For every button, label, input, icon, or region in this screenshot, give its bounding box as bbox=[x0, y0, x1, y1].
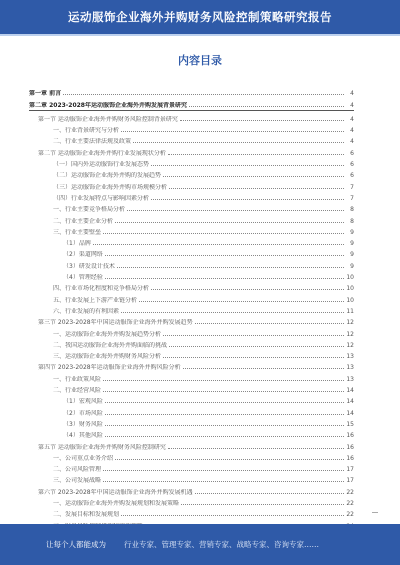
toc-entry-page: 11 bbox=[346, 307, 354, 315]
toc-entry-page: 14 bbox=[346, 409, 354, 417]
toc-leader-dots bbox=[151, 165, 344, 166]
toc-entry-page: 9 bbox=[350, 251, 354, 259]
toc-leader-dots bbox=[93, 244, 344, 245]
toc-entry-page: 9 bbox=[350, 240, 354, 248]
toc-entry[interactable] bbox=[29, 371, 354, 382]
toc-entry-label: （2）市场风险 bbox=[63, 409, 103, 417]
toc-entry-page: 22 bbox=[346, 488, 354, 496]
toc-entry-label: 二、公司风险管理 bbox=[53, 466, 102, 474]
toc-leader-dots bbox=[115, 459, 344, 460]
toc-entry[interactable] bbox=[29, 112, 354, 123]
footer-slogan: 让每个人都能成为 bbox=[46, 540, 106, 549]
toc-entry-page: 14 bbox=[346, 398, 354, 406]
toc-entry[interactable] bbox=[29, 202, 354, 213]
toc-entry[interactable] bbox=[29, 451, 354, 462]
toc-leader-dots bbox=[151, 289, 344, 290]
toc-entry-label: （3）财务风险 bbox=[63, 420, 103, 428]
toc-leader-dots bbox=[169, 188, 344, 189]
toc-leader-dots bbox=[103, 391, 344, 392]
toc-entry-label: （1）品牌 bbox=[63, 240, 91, 248]
toc-entry-page: 13 bbox=[346, 353, 354, 361]
toc-entry[interactable] bbox=[29, 326, 354, 337]
toc-entry[interactable] bbox=[29, 360, 354, 371]
toc-entry-label: 五、行业发展上下游产业链分析 bbox=[53, 296, 138, 304]
toc-entry-page: 8 bbox=[350, 217, 354, 225]
toc-entry[interactable] bbox=[29, 134, 354, 145]
toc-entry-label: 一、行业背景研究与分析 bbox=[53, 127, 120, 135]
toc-leader-dots bbox=[63, 94, 344, 95]
toc-entry-page: 12 bbox=[346, 319, 354, 327]
toc-leader-dots bbox=[105, 425, 344, 426]
toc-entry[interactable] bbox=[29, 270, 354, 281]
toc-entry-page: 6 bbox=[350, 149, 354, 157]
toc-leader-dots bbox=[105, 255, 344, 256]
toc-entry-label: 一、公司重点业务介绍 bbox=[53, 454, 114, 462]
toc-entry-page: 6 bbox=[350, 161, 354, 169]
toc-entry-label: 第二章 2023-2028年运动服饰企业海外并购发展背景研究 bbox=[29, 101, 187, 109]
toc-entry-label: 第一章 前言 bbox=[29, 90, 62, 98]
toc-entry[interactable] bbox=[29, 281, 354, 292]
toc-entry-page: 16 bbox=[346, 443, 354, 451]
toc-entry-page: 4 bbox=[350, 90, 354, 98]
toc-entry-label: （一）国内外运动服饰行业发展态势 bbox=[53, 161, 150, 169]
toc-entry[interactable] bbox=[29, 258, 354, 269]
toc-entry-page: 17 bbox=[346, 477, 354, 485]
toc-entry-label: 三、公司发展战略 bbox=[53, 477, 102, 485]
page-footer bbox=[0, 524, 400, 565]
toc-entry[interactable] bbox=[29, 292, 354, 303]
toc-divider bbox=[29, 110, 354, 111]
toc-entry-page: 4 bbox=[350, 138, 354, 146]
toc-entry-page: 8 bbox=[350, 206, 354, 214]
toc-leader-dots bbox=[183, 368, 344, 369]
toc-entry[interactable] bbox=[29, 236, 354, 247]
toc-entry[interactable] bbox=[29, 383, 354, 394]
toc-entry-page: 9 bbox=[350, 228, 354, 236]
toc-leader-dots bbox=[139, 301, 344, 302]
toc-entry[interactable] bbox=[29, 439, 354, 450]
toc-entry-page: 9 bbox=[350, 262, 354, 270]
toc-entry[interactable] bbox=[29, 123, 354, 134]
toc-entry[interactable] bbox=[29, 97, 354, 108]
toc-entry-page: 17 bbox=[346, 466, 354, 474]
toc-entry[interactable] bbox=[29, 191, 354, 202]
toc-entry-label: （二）运动服饰企业海外并购的发展趋势 bbox=[53, 172, 162, 180]
toc-entry-label: （三）运动服饰企业海外并购市场规模分析 bbox=[53, 183, 168, 191]
footer-roles: 行业专家、管理专家、营销专家、战略专家、咨询专家…… bbox=[124, 540, 319, 549]
toc-leader-dots bbox=[105, 414, 344, 415]
toc-leader-dots bbox=[127, 210, 344, 211]
toc-entry-page: 14 bbox=[346, 387, 354, 395]
toc-entry-label: 三、运动服饰企业海外并购财务风险分析 bbox=[53, 353, 162, 361]
toc-leader-dots bbox=[189, 106, 344, 107]
toc-leader-dots bbox=[103, 380, 344, 381]
toc-entry-label: 第五节 运动服饰企业海外并购财务风险控制研究 bbox=[38, 443, 166, 451]
toc-entry-page: 22 bbox=[346, 511, 354, 519]
toc-entry-page: 16 bbox=[346, 454, 354, 462]
toc-entry-label: 六、行业发展的有利因素 bbox=[53, 307, 120, 315]
toc-entry-page: 16 bbox=[346, 432, 354, 440]
toc-entry-label: 第六节 2023-2028年中国运动服饰企业海外并购发展机遇 bbox=[38, 488, 193, 496]
toc-entry-label: 二、发展目标和发展规划 bbox=[53, 511, 120, 519]
toc-entry-label: （四）行业发展特点与影响因素分析 bbox=[53, 194, 150, 202]
toc-entry[interactable] bbox=[29, 428, 354, 439]
toc-leader-dots bbox=[163, 335, 344, 336]
toc-entry-page: 10 bbox=[346, 274, 354, 282]
toc-leader-dots bbox=[105, 436, 344, 437]
toc-entry-label: 第一节 运动服饰企业海外并购财务风险控制背景研究 bbox=[38, 115, 178, 123]
toc-entry-label: 一、运动服饰企业海外并购发展规划和发展策略 bbox=[53, 499, 180, 507]
toc-entry-page: 4 bbox=[350, 101, 354, 109]
toc-leader-dots bbox=[181, 504, 344, 505]
toc-entry-page: 12 bbox=[346, 341, 354, 349]
toc-leader-dots bbox=[115, 222, 344, 223]
page-mark bbox=[372, 512, 378, 513]
toc-entry-page: 10 bbox=[346, 285, 354, 293]
toc-leader-dots bbox=[121, 131, 344, 132]
toc-entry[interactable] bbox=[29, 405, 354, 416]
toc-entry[interactable] bbox=[29, 417, 354, 428]
toc-leader-dots bbox=[195, 323, 344, 324]
toc-leader-dots bbox=[133, 142, 344, 143]
toc-entry[interactable] bbox=[29, 213, 354, 224]
toc-entry-label: （2）渠道网络 bbox=[63, 251, 103, 259]
toc-leader-dots bbox=[103, 481, 344, 482]
toc-entry-label: 二、行业主要法律法规及政策 bbox=[53, 138, 132, 146]
toc-leader-dots bbox=[180, 120, 344, 121]
toc-leader-dots bbox=[121, 515, 344, 516]
toc-entry-page: 4 bbox=[350, 127, 354, 135]
toc-entry-label: （4）其他风险 bbox=[63, 432, 103, 440]
toc-leader-dots bbox=[168, 448, 344, 449]
toc-entry[interactable] bbox=[29, 247, 354, 258]
toc-entry-page: 7 bbox=[350, 194, 354, 202]
toc-entry[interactable] bbox=[29, 394, 354, 405]
toc-entry-page: 7 bbox=[350, 183, 354, 191]
report-header bbox=[0, 0, 400, 34]
toc-entry-label: 一、行业主要竞争格局分析 bbox=[53, 206, 126, 214]
toc-leader-dots bbox=[121, 312, 344, 313]
toc-leader-dots bbox=[105, 402, 344, 403]
toc-entry[interactable] bbox=[29, 338, 354, 349]
toc-entry-label: 第四节 2023-2028年运动服饰企业海外并购风险分析 bbox=[38, 364, 181, 372]
toc-entry[interactable] bbox=[29, 225, 354, 236]
toc-leader-dots bbox=[195, 493, 344, 494]
toc-entry[interactable] bbox=[29, 304, 354, 315]
toc-leader-dots bbox=[105, 278, 344, 279]
toc-entry-page: 15 bbox=[346, 420, 354, 428]
toc-entry-page: 22 bbox=[346, 499, 354, 507]
toc-leader-dots bbox=[168, 154, 344, 155]
toc-entry-page: 10 bbox=[346, 296, 354, 304]
toc-entry[interactable] bbox=[29, 473, 354, 484]
toc-entry[interactable] bbox=[29, 86, 354, 97]
toc-leader-dots bbox=[103, 470, 344, 471]
toc-leader-dots bbox=[151, 199, 344, 200]
toc-entry[interactable] bbox=[29, 145, 354, 156]
toc-leader-dots bbox=[117, 267, 344, 268]
toc-entry[interactable] bbox=[29, 157, 354, 168]
table-of-contents bbox=[29, 86, 354, 530]
toc-entry-label: 第二节 运动服饰企业海外并购行业发展现状分析 bbox=[38, 149, 166, 157]
toc-entry-page: 12 bbox=[346, 330, 354, 338]
toc-entry-label: 二、我国运动服饰企业海外并购面临的挑战 bbox=[53, 341, 168, 349]
toc-entry-label: （1）宏观风险 bbox=[63, 398, 103, 406]
toc-entry[interactable] bbox=[29, 462, 354, 473]
toc-entry-page: 4 bbox=[350, 115, 354, 123]
toc-leader-dots bbox=[169, 346, 344, 347]
report-title: 运动服饰企业海外并购财务风险控制策略研究报告 bbox=[68, 10, 332, 24]
toc-entry[interactable] bbox=[29, 496, 354, 507]
toc-entry-page: 13 bbox=[346, 375, 354, 383]
toc-entry[interactable] bbox=[29, 507, 354, 518]
toc-entry-label: 四、行业市场化程度和竞争格局分析 bbox=[53, 285, 150, 293]
toc-entry-label: 二、行业主要企业分析 bbox=[53, 217, 114, 225]
toc-entry[interactable] bbox=[29, 484, 354, 495]
toc-heading: 内容目录 bbox=[178, 54, 222, 67]
toc-leader-dots bbox=[163, 176, 344, 177]
toc-entry-label: 二、行业经营风险 bbox=[53, 387, 102, 395]
toc-leader-dots bbox=[103, 233, 344, 234]
toc-entry-label: 三、行业主要壁垒 bbox=[53, 228, 102, 236]
toc-entry-label: （4）管理经验 bbox=[63, 274, 103, 282]
toc-entry-label: 一、行业政策风险 bbox=[53, 375, 102, 383]
toc-entry[interactable] bbox=[29, 168, 354, 179]
toc-leader-dots bbox=[163, 357, 344, 358]
toc-entry-label: 一、运动服饰企业海外并购发展趋势分析 bbox=[53, 330, 162, 338]
toc-entry-label: （3）研发设计技术 bbox=[63, 262, 115, 270]
toc-entry-page: 6 bbox=[350, 172, 354, 180]
toc-entry-page: 13 bbox=[346, 364, 354, 372]
toc-entry[interactable] bbox=[29, 349, 354, 360]
toc-entry[interactable] bbox=[29, 179, 354, 190]
toc-entry[interactable] bbox=[29, 315, 354, 326]
toc-entry-label: 第三节 2023-2028年中国运动服饰企业海外并购发展趋势 bbox=[38, 319, 193, 327]
